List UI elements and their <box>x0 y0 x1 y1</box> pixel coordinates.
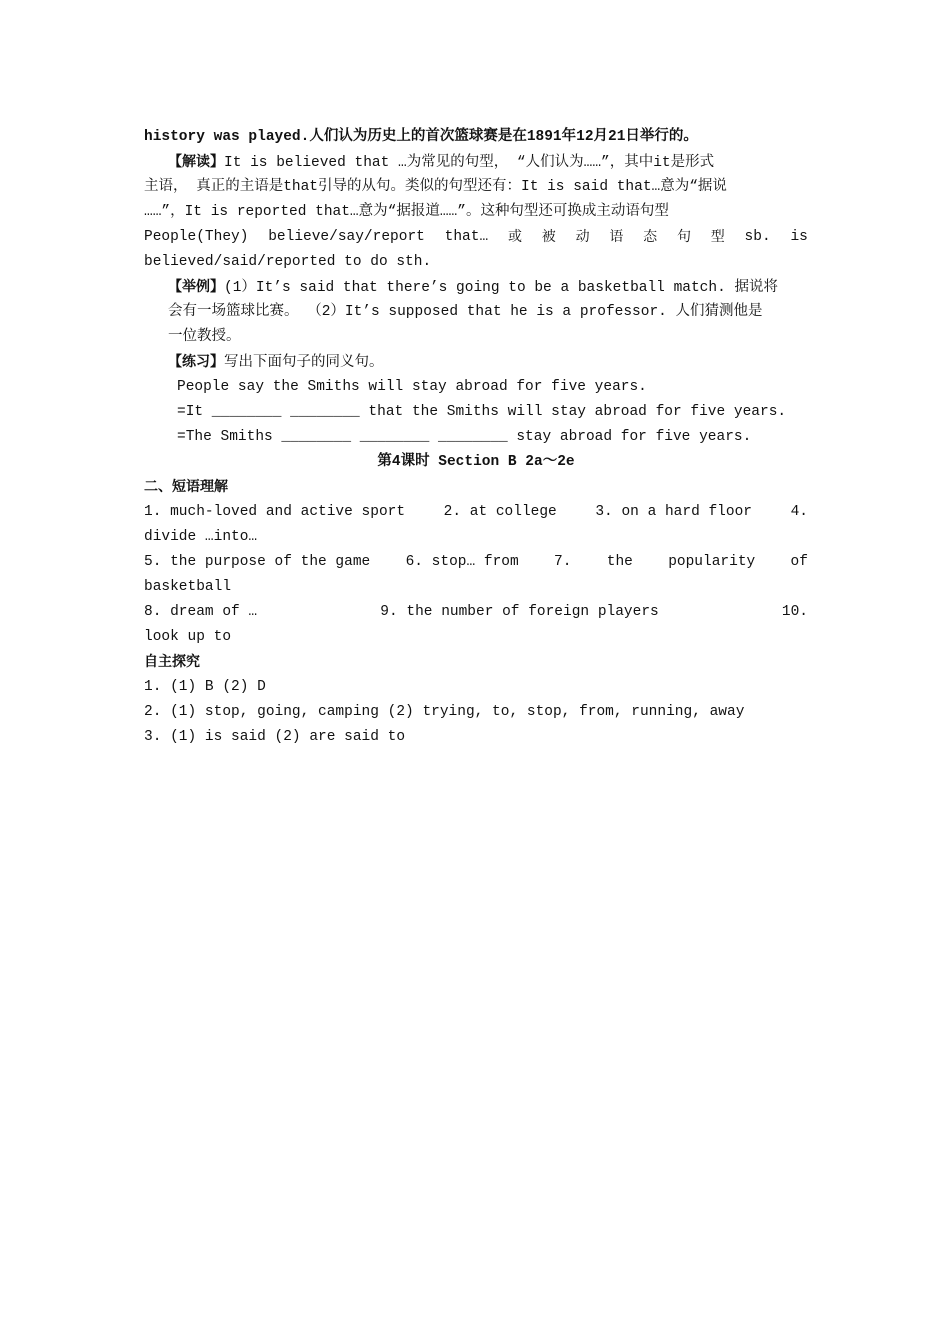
line-9-text: 一位教授。 <box>168 329 241 345</box>
answer-row-1 <box>144 675 808 700</box>
text-line-13 <box>144 425 808 450</box>
line-5-word: 态 <box>643 229 658 245</box>
line-5-word: 动 <box>575 229 590 245</box>
label-interpretation: 【解读】 <box>168 154 224 170</box>
text-line-8 <box>144 300 808 325</box>
answer-row-3 <box>144 725 808 750</box>
line-3-text: 主语， 真正的主语是that引导的从句。类似的句型还有：It is said that…意为“据说 <box>144 179 727 195</box>
line-5-word: that… <box>444 229 489 245</box>
text-line-11 <box>144 375 808 400</box>
text-line-4 <box>144 200 808 225</box>
text-line-9 <box>144 325 808 350</box>
section-explore-text: 自主探究 <box>144 654 200 670</box>
phrase-item: look up to <box>144 629 232 645</box>
line-5-word: sb. <box>744 229 771 245</box>
phrase-row-1 <box>144 500 808 525</box>
label-example: 【举例】 <box>168 279 224 295</box>
line-11-text: People say the Smiths will stay abroad for five years. <box>177 379 647 395</box>
section-heading-explore <box>144 650 808 675</box>
line-5-word: is <box>790 229 808 245</box>
label-exercise: 【练习】 <box>168 354 224 370</box>
line-2-text: It is believed that …为常见的句型， “人们认为……”，其中it是形式 <box>224 155 715 171</box>
line-10-text: 写出下面句子的同义句。 <box>224 355 384 371</box>
section-phrases-text: 二、短语理解 <box>144 479 228 495</box>
phrase-item: 7. <box>554 554 572 570</box>
answer-text: 1. (1) B (2) D <box>144 679 266 695</box>
phrase-row-3-cont <box>144 625 808 650</box>
phrase-item: of <box>790 554 808 570</box>
answer-text: 3. (1) is said (2) are said to <box>144 729 406 745</box>
line-12-text: =It ________ ________ that the Smiths will stay abroad for five years. <box>177 404 787 420</box>
text-line-12 <box>144 400 808 425</box>
answer-text: 2. (1) stop, going, camping (2) trying, to, stop, from, running, away <box>144 704 745 720</box>
phrase-item: 5. the purpose of the game <box>144 554 371 570</box>
phrase-item: 6. stop… from <box>405 554 519 570</box>
text-line-7 <box>144 275 808 300</box>
phrase-item: 4. <box>790 504 808 520</box>
lesson-heading-text: 第4课时 Section B 2a～2e <box>377 454 575 470</box>
text-line-10 <box>144 350 808 375</box>
line-4-text: ……”，It is reported that…意为“据报道……”。这种句型还可换成主动语句型 <box>144 204 669 220</box>
answer-row-2 <box>144 700 808 725</box>
phrase-item: 2. at college <box>443 504 557 520</box>
line-13-text: =The Smiths ________ ________ ________ stay abroad for five years. <box>177 429 752 445</box>
phrase-item: basketball <box>144 579 232 595</box>
phrase-item: divide …into… <box>144 529 258 545</box>
phrase-item: popularity <box>668 554 756 570</box>
text-line-1 <box>144 125 808 150</box>
line-8-text: 会有一场篮球比赛。 （2）It’s supposed that he is a professor. 人们猜测他是 <box>168 304 763 320</box>
text-line-2 <box>144 150 808 175</box>
document-page <box>144 125 808 750</box>
phrase-row-2-cont <box>144 575 808 600</box>
line-5-word: believe/say/report <box>268 229 425 245</box>
line-6-text: believed/said/reported to do sth. <box>144 254 432 270</box>
phrase-item: 10. <box>781 604 808 620</box>
line-7-text: (1）It’s said that there’s going to be a basketball match. 据说将 <box>224 280 778 296</box>
text-line-3 <box>144 175 808 200</box>
phrase-item: the <box>606 554 633 570</box>
section-heading-phrases <box>144 475 808 500</box>
phrase-item: 1. much-loved and active sport <box>144 504 406 520</box>
phrase-row-2 <box>144 550 808 575</box>
phrase-row-3 <box>144 600 808 625</box>
line-5-word: People(They) <box>144 229 249 245</box>
text-line-6 <box>144 250 808 275</box>
line-5-word: 被 <box>541 229 556 245</box>
lesson-heading <box>144 450 808 475</box>
line-5-word: 语 <box>609 229 624 245</box>
phrase-item: 8. dream of … <box>144 604 258 620</box>
line-5-word: 或 <box>507 229 522 245</box>
line-5-word: 句 <box>676 229 691 245</box>
phrase-item: 3. on a hard floor <box>595 504 752 520</box>
line-5-word: 型 <box>710 229 725 245</box>
line-1-text: history was played.人们认为历史上的首次篮球赛是在1891年12月21日举行的。 <box>144 129 698 145</box>
phrase-item: 9. the number of foreign players <box>380 604 659 620</box>
phrase-row-1-cont <box>144 525 808 550</box>
text-line-5 <box>144 225 808 250</box>
